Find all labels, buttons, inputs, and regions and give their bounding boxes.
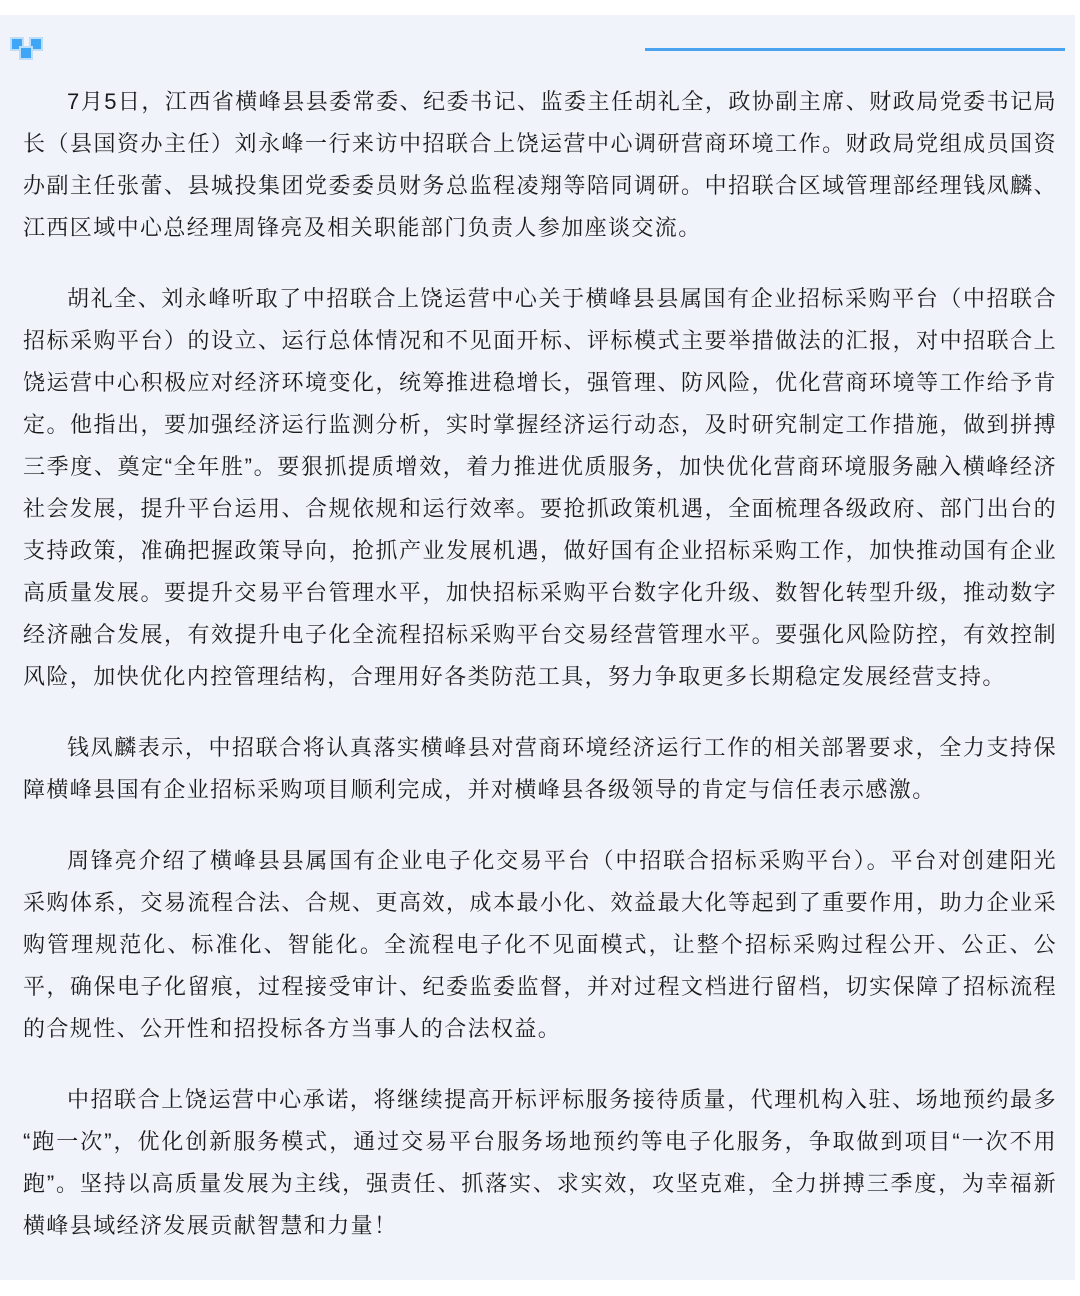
brand-logo-icon: [10, 37, 42, 59]
header-divider: [645, 48, 1065, 51]
paragraph-qianfenglin: 钱凤麟表示，中招联合将认真落实横峰县对营商环境经济运行工作的相关部署要求，全力支持保障横峰县国有企业招标采购项目顺利完成，并对横峰县各级领导的肯定与信任表示感激。: [23, 735, 1057, 802]
paragraph-commitment: 中招联合上饶运营中心承诺，将继续提高开标评标服务接待质量，代理机构入驻、场地预约最多“跑一次”，优化创新服务模式，通过交易平台服务场地预约等电子化服务，争取做到项目“一次不用跑”。坚持以高质量发展为主线，强责任、抓落实、求实效，攻坚克难，全力拼搏三季度，为幸福新横峰县域经济发展贡献智慧和力量！: [23, 1087, 1057, 1238]
article-card: [0, 15, 1075, 1280]
paragraph-briefing: 胡礼全、刘永峰听取了中招联合上饶运营中心关于横峰县县属国有企业招标采购平台（中招联合招标采购平台）的设立、运行总体情况和不见面开标、评标模式主要举措做法的汇报，对中招联合上饶运营中心积极应对经济环境变化，统筹推进稳增长，强管理、防风险，优化营商环境等工作给予肯定。他指出，要加强经济运行监测分析，实时掌握经济运行动态，及时研究制定工作措施，做到拼搏三季度、奠定“全年胜”。要狠抓提质增效，着力推进优质服务，加快优化营商环境服务融入横峰经济社会发展，提升平台运用、合规依规和运行效率。要抢抓政策机遇，全面梳理各级政府、部门出台的支持政策，准确把握政策导向，抢抓产业发展机遇，做好国有企业招标采购工作，加快推动国有企业高质量发展。要提升交易平台管理水平，加快招标采购平台数字化升级、数智化转型升级，推动数字经济融合发展，有效提升电子化全流程招标采购平台交易经营管理水平。要强化风险防控，有效控制风险，加快优化内控管理结构，合理用好各类防范工具，努力争取更多长期稳定发展经营支持。: [23, 286, 1057, 689]
paragraph-zhoufengliang: 周锋亮介绍了横峰县县属国有企业电子化交易平台（中招联合招标采购平台）。平台对创建阳光采购体系，交易流程合法、合规、更高效，成本最小化、效益最大化等起到了重要作用，助力企业采购管理规范化、标准化、智能化。全流程电子化不见面模式，让整个招标采购过程公开、公正、公平，确保电子化留痕，过程接受审计、纪委监委监督，并对过程文档进行留档，切实保障了招标流程的合规性、公开性和招投标各方当事人的合法权益。: [23, 848, 1057, 1041]
logo-square-bottom-center: [21, 48, 31, 58]
logo-square-top-right: [31, 39, 41, 49]
article-body: [23, 81, 1057, 1276]
paragraph-visit-intro: 7月5日，江西省横峰县县委常委、纪委书记、监委主任胡礼全，政协副主席、财政局党委书记局长（县国资办主任）刘永峰一行来访中招联合上饶运营中心调研营商环境工作。财政局党组成员国资办副主任张蕾、县城投集团党委委员财务总监程凌翔等陪同调研。中招联合区域管理部经理钱凤麟、江西区域中心总经理周锋亮及相关职能部门负责人参加座谈交流。: [23, 89, 1057, 240]
